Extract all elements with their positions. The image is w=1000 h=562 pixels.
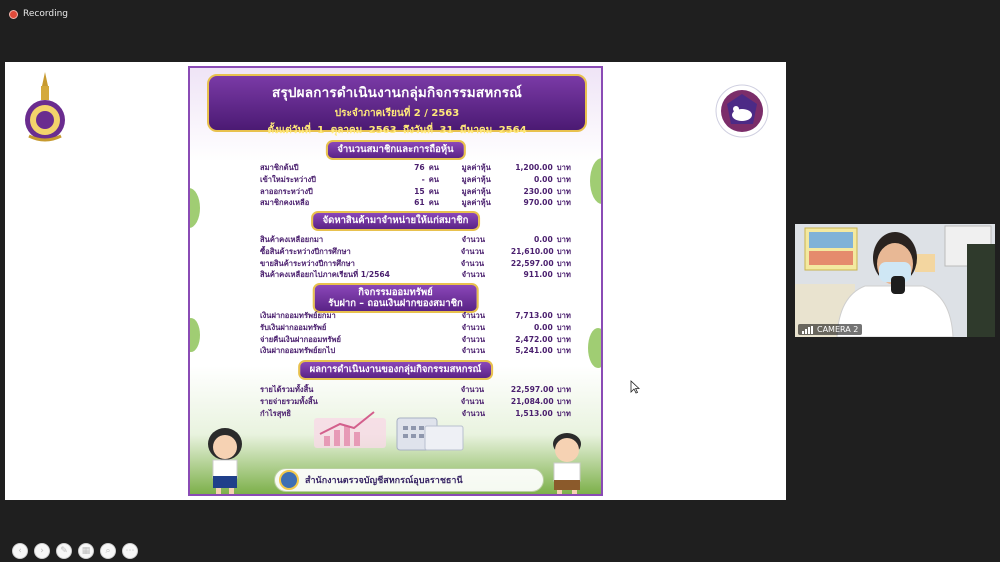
calculator-illustration-icon: [395, 416, 465, 452]
row-label: เงินฝากออมทรัพย์ยกไป: [260, 346, 336, 356]
shared-screen: [5, 62, 786, 556]
row-count: [394, 322, 429, 334]
row-currency: บาท: [556, 408, 571, 418]
row-unit: [428, 258, 461, 270]
row-amount: 5,241.00: [515, 346, 553, 356]
row-label: จ่ายคืนเงินฝากออมทรัพย์: [260, 334, 341, 344]
mouse-cursor-icon: [630, 380, 640, 394]
section-savings: [260, 310, 580, 357]
row-count: 61: [414, 198, 425, 208]
table-row: [260, 322, 580, 334]
record-icon: [9, 10, 18, 19]
row-value-label: มูลค่าหุ้น: [461, 198, 491, 208]
row-count: [394, 334, 429, 346]
slides-grid-icon[interactable]: ▦: [78, 543, 94, 559]
row-unit: [429, 269, 462, 281]
more-options-icon[interactable]: ⋯: [122, 543, 138, 559]
row-value-label: มูลค่าหุ้น: [461, 174, 491, 184]
row-value-label: จำนวน: [460, 396, 485, 406]
table-row: [260, 258, 580, 270]
participant-video-tile[interactable]: [795, 224, 995, 337]
table-row: [260, 162, 580, 174]
row-label: รับเงินฝากออมทรัพย์: [260, 322, 327, 332]
row-unit: [429, 310, 462, 322]
section-members: [260, 162, 580, 209]
row-label: รายจ่ายรวมทั้งสิ้น: [260, 396, 318, 406]
student-girl-illustration-icon: [194, 424, 256, 496]
pen-tool-icon[interactable]: ✎: [56, 543, 72, 559]
row-amount: 0.00: [534, 235, 553, 244]
next-slide-icon[interactable]: ›: [34, 543, 50, 559]
row-count: [394, 234, 429, 246]
row-label: รายได้รวมทั้งสิ้น: [260, 385, 314, 394]
poster-subtitle: ประจำภาคเรียนที่ 2 / 2563: [334, 108, 460, 119]
summary-poster: [188, 66, 603, 496]
row-label: สมาชิกต้นปี: [260, 163, 299, 172]
club-emblem-icon: [715, 84, 769, 138]
bar-chart-illustration-icon: [310, 408, 390, 450]
savings-heading-line1: กิจกรรมออมทรัพย์: [358, 287, 433, 298]
row-label: ลาออกระหว่างปี: [260, 186, 313, 196]
row-unit: [428, 246, 461, 258]
table-row: [260, 246, 580, 258]
recording-indicator[interactable]: [9, 9, 68, 19]
row-unit: คน: [428, 163, 439, 172]
row-count: 76: [414, 163, 425, 172]
row-unit: คน: [428, 174, 439, 184]
row-amount: 21,610.00: [510, 246, 554, 256]
row-unit: [428, 396, 461, 408]
row-value-label: จำนวน: [461, 235, 486, 244]
row-amount: 911.00: [523, 270, 553, 280]
table-row: [260, 197, 580, 209]
row-amount: 2,472.00: [515, 334, 553, 344]
row-currency: บาท: [556, 258, 571, 268]
row-amount: 1,200.00: [515, 163, 553, 172]
row-currency: บาท: [556, 270, 571, 280]
row-label: ขายสินค้าระหว่างปีการศึกษา: [260, 258, 355, 268]
row-value-label: จำนวน: [461, 311, 486, 320]
row-label: สมาชิกคงเหลือ: [260, 198, 310, 208]
section-heading-savings: [312, 283, 479, 313]
row-amount: 21,084.00: [510, 396, 554, 406]
row-currency: บาท: [556, 322, 571, 332]
row-amount: 0.00: [534, 322, 553, 332]
row-amount: 1,513.00: [515, 408, 553, 418]
row-currency: บาท: [556, 235, 571, 244]
section-heading-goods: จัดหาสินค้ามาจำหน่ายให้แก่สมาชิก: [311, 211, 481, 231]
row-count: [393, 258, 428, 270]
table-row: [260, 174, 580, 186]
row-count: [393, 384, 428, 396]
row-label: เข้าใหม่ระหว่างปี: [260, 174, 316, 184]
row-currency: บาท: [556, 186, 571, 196]
row-value-label: จำนวน: [461, 322, 486, 332]
camera-name-label: [798, 324, 862, 335]
row-value-label: จำนวน: [461, 334, 486, 344]
row-unit: [429, 322, 462, 334]
row-currency: บาท: [556, 311, 571, 320]
row-amount: 970.00: [523, 198, 553, 208]
row-value-label: จำนวน: [460, 385, 485, 394]
row-value-label: มูลค่าหุ้น: [461, 186, 491, 196]
table-row: [260, 345, 580, 357]
row-unit: คน: [428, 198, 439, 208]
zoom-icon[interactable]: ⌕: [100, 543, 116, 559]
row-count: [393, 246, 428, 258]
poster-footer: [274, 468, 544, 492]
section-goods: [260, 234, 580, 281]
row-label: สินค้าคงเหลือยกไปภาคเรียนที่ 1/2564: [260, 270, 390, 280]
row-currency: บาท: [556, 163, 571, 172]
row-amount: 230.00: [523, 186, 553, 196]
row-value-label: มูลค่าหุ้น: [461, 163, 491, 172]
row-label: สินค้าคงเหลือยกมา: [260, 235, 324, 244]
school-emblem-icon: [21, 70, 69, 144]
row-currency: บาท: [556, 346, 571, 356]
row-count: [394, 345, 429, 357]
participant-video-feed: [795, 224, 995, 337]
table-row: [260, 334, 580, 346]
savings-heading-line2: รับฝาก – ถอนเงินฝากของสมาชิก: [328, 298, 463, 309]
section-heading-results: ผลการดำเนินงานของกลุ่มกิจกรรมสหกรณ์: [298, 360, 494, 380]
row-label: กำไรสุทธิ: [260, 408, 292, 418]
row-currency: บาท: [556, 246, 571, 256]
audit-office-logo-icon: [279, 470, 299, 490]
table-row: [260, 269, 580, 281]
camera-label-text: CAMERA 2: [817, 325, 859, 334]
row-unit: คน: [428, 186, 439, 196]
presentation-toolbar: [12, 543, 138, 559]
row-count: [393, 396, 428, 408]
row-value-label: จำนวน: [461, 408, 486, 418]
poster-header: [207, 74, 587, 136]
poster-title: สรุปผลการดำเนินงานกลุ่มกิจกรรมสหกรณ์: [272, 85, 522, 101]
row-amount: 22,597.00: [510, 385, 554, 394]
row-count: [394, 269, 429, 281]
row-currency: บาท: [556, 396, 571, 406]
section-heading-members: จำนวนสมาชิกและการถือหุ้น: [325, 140, 465, 160]
row-currency: บาท: [556, 198, 571, 208]
table-row: [260, 186, 580, 198]
row-unit: [429, 234, 462, 246]
poster-date-range: ตั้งแต่วันที่ 1 ตุลาคม 2563 ถึงวันที่ 31 มีนาคม 2564: [267, 125, 527, 136]
table-row: [260, 310, 580, 322]
top-bar: [0, 0, 1000, 30]
table-row: [260, 384, 580, 396]
row-unit: [429, 334, 462, 346]
row-value-label: จำนวน: [460, 246, 485, 256]
row-amount: 22,597.00: [510, 258, 554, 268]
row-amount: 0.00: [534, 174, 553, 184]
row-amount: 7,713.00: [515, 311, 553, 320]
table-row: [260, 234, 580, 246]
row-currency: บาท: [556, 334, 571, 344]
signal-strength-icon: [802, 326, 813, 334]
table-row: [260, 396, 580, 408]
student-boy-illustration-icon: [536, 428, 598, 496]
recording-label: Recording: [23, 9, 69, 19]
section-results: [260, 384, 580, 419]
row-label: ซื้อสินค้าระหว่างปีการศึกษา: [260, 246, 351, 256]
footer-text: สำนักงานตรวจบัญชีสหกรณ์อุบลราชธานี: [305, 476, 463, 486]
row-currency: บาท: [556, 385, 571, 394]
row-value-label: จำนวน: [460, 258, 485, 268]
row-unit: [429, 345, 462, 357]
row-count: -: [421, 174, 425, 184]
row-value-label: จำนวน: [461, 270, 486, 280]
row-label: เงินฝากออมทรัพย์ยกมา: [260, 311, 336, 320]
previous-slide-icon[interactable]: ‹: [12, 543, 28, 559]
row-count: 15: [414, 186, 425, 196]
row-count: [394, 310, 429, 322]
row-currency: บาท: [556, 174, 571, 184]
row-unit: [428, 384, 461, 396]
row-value-label: จำนวน: [461, 346, 486, 356]
